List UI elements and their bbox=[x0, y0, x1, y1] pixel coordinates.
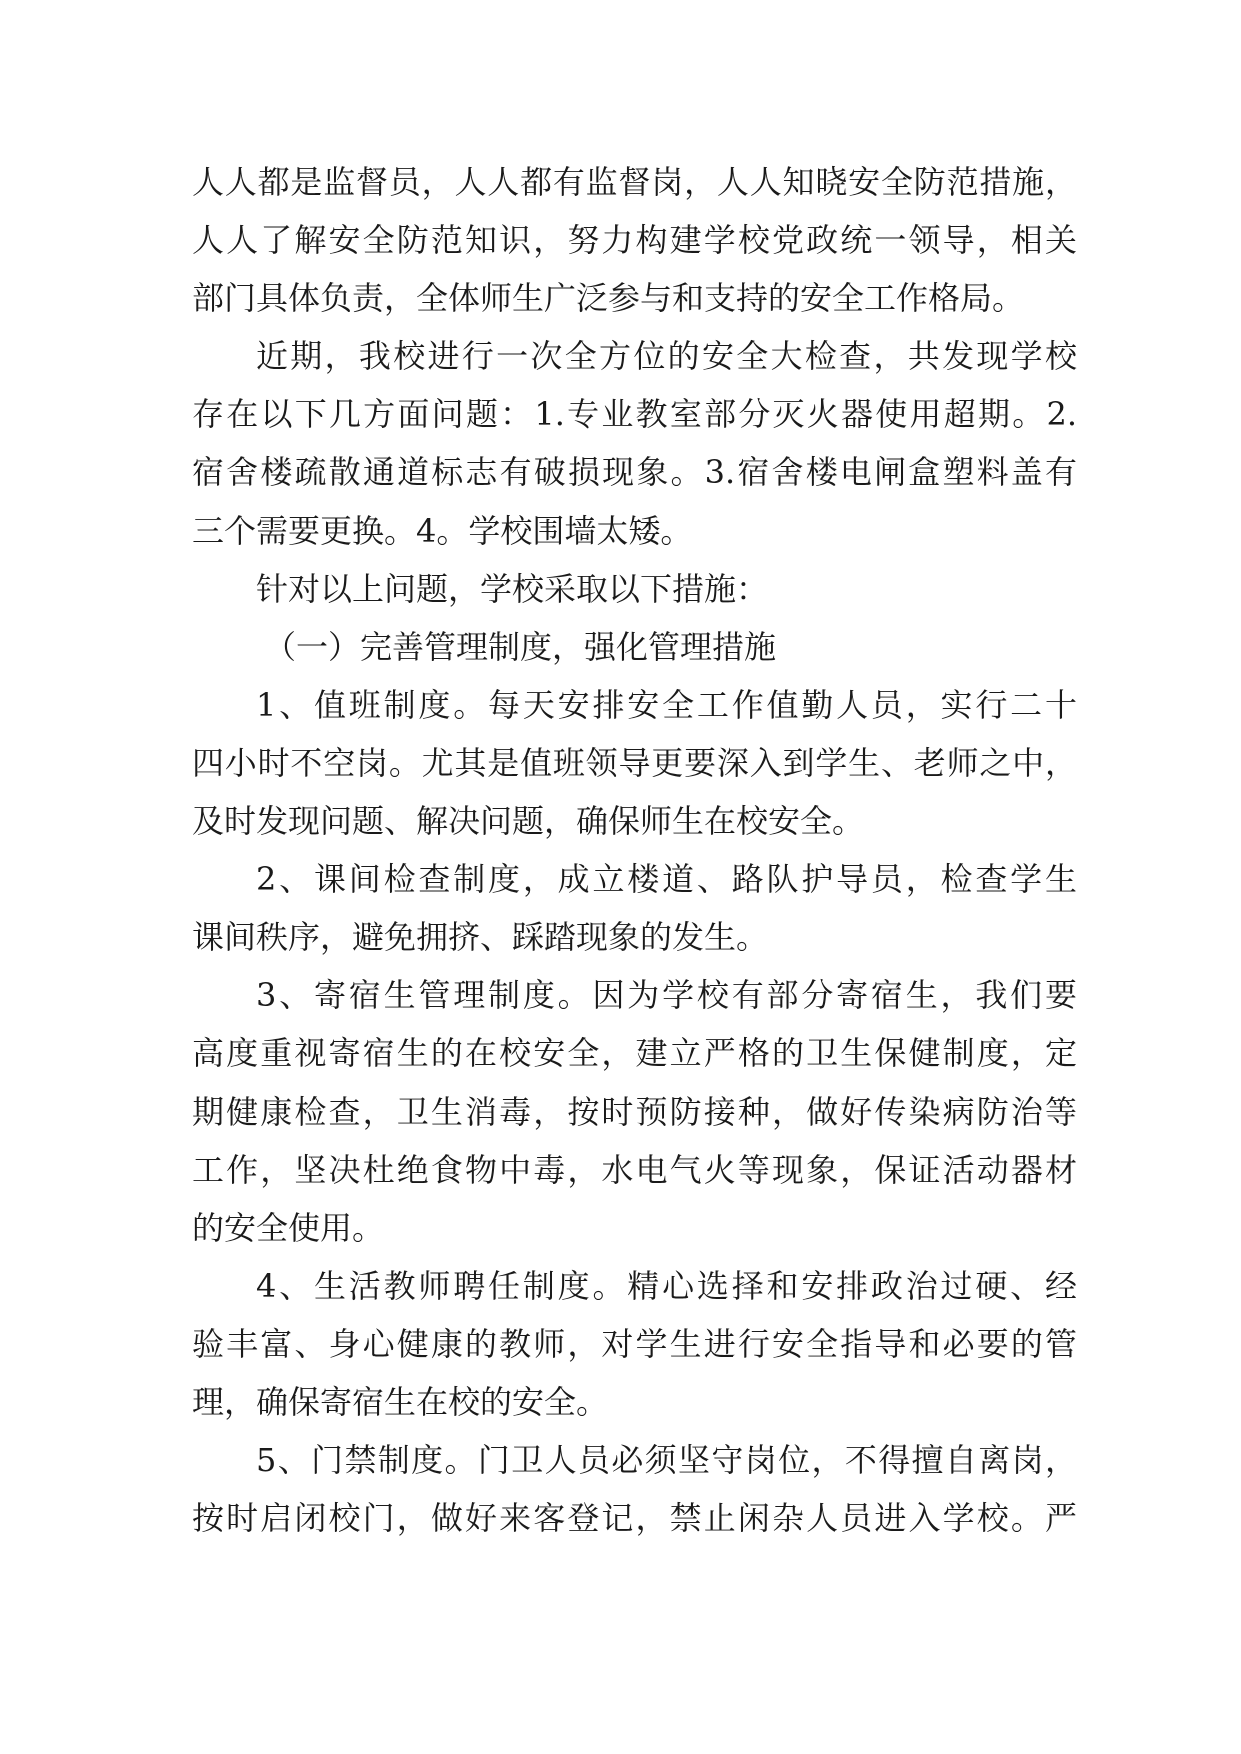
paragraph-first-line: 5、门禁制度。门卫人员必须坚守岗位，不得擅自离岗， bbox=[256, 1441, 1077, 1480]
text-line: 部门具体负责，全体师生广泛参与和支持的安全工作格局。 bbox=[192, 279, 1025, 318]
text-line: 工作，坚决杜绝食物中毒，水电气火等现象，保证活动器材 bbox=[192, 1150, 1077, 1189]
paragraph-first-line: 1、值班制度。每天安排安全工作值勤人员，实行二十 bbox=[256, 685, 1077, 724]
text-line: 按时启闭校门，做好来客登记，禁止闲杂人员进入学校。严 bbox=[192, 1499, 1077, 1538]
paragraph-first-line: 4、生活教师聘任制度。精心选择和安排政治过硬、经 bbox=[256, 1266, 1077, 1305]
text-line: 三个需要更换。4。学校围墙太矮。 bbox=[192, 511, 693, 550]
paragraph-first-line: 2、课间检查制度，成立楼道、路队护导员，检查学生 bbox=[256, 860, 1077, 899]
paragraph-first-line: 近期，我校进行一次全方位的安全大检查，共发现学校 bbox=[256, 337, 1077, 376]
text-line: 及时发现问题、解决问题，确保师生在校安全。 bbox=[192, 802, 865, 841]
section-heading: （一）完善管理制度，强化管理措施 bbox=[264, 627, 777, 666]
text-line: 人人都是监督员，人人都有监督岗，人人知晓安全防范措施， bbox=[192, 163, 1077, 201]
text-line: 理，确保寄宿生在校的安全。 bbox=[192, 1382, 609, 1421]
text-line: 验丰富、身心健康的教师，对学生进行安全指导和必要的管 bbox=[192, 1324, 1077, 1363]
text-line: 高度重视寄宿生的在校安全，建立严格的卫生保健制度，定 bbox=[192, 1034, 1077, 1073]
body-text bbox=[192, 153, 1077, 1547]
text-line: 存在以下几方面问题：1.专业教室部分灭火器使用超期。2. bbox=[192, 395, 1077, 434]
text-line: 课间秩序，避免拥挤、踩踏现象的发生。 bbox=[192, 918, 769, 957]
paragraph-first-line: 3、寄宿生管理制度。因为学校有部分寄宿生，我们要 bbox=[256, 976, 1077, 1015]
paragraph-first-line: 针对以上问题，学校采取以下措施： bbox=[256, 569, 769, 608]
text-line: 的安全使用。 bbox=[192, 1208, 385, 1247]
text-line: 宿舍楼疏散通道标志有破损现象。3.宿舍楼电闸盒塑料盖有 bbox=[192, 453, 1077, 492]
text-line: 人人了解安全防范知识，努力构建学校党政统一领导，相关 bbox=[192, 221, 1077, 260]
text-line: 四小时不空岗。尤其是值班领导更要深入到学生、老师之中， bbox=[192, 743, 1077, 782]
text-line: 期健康检查，卫生消毒，按时预防接种，做好传染病防治等 bbox=[192, 1092, 1077, 1131]
